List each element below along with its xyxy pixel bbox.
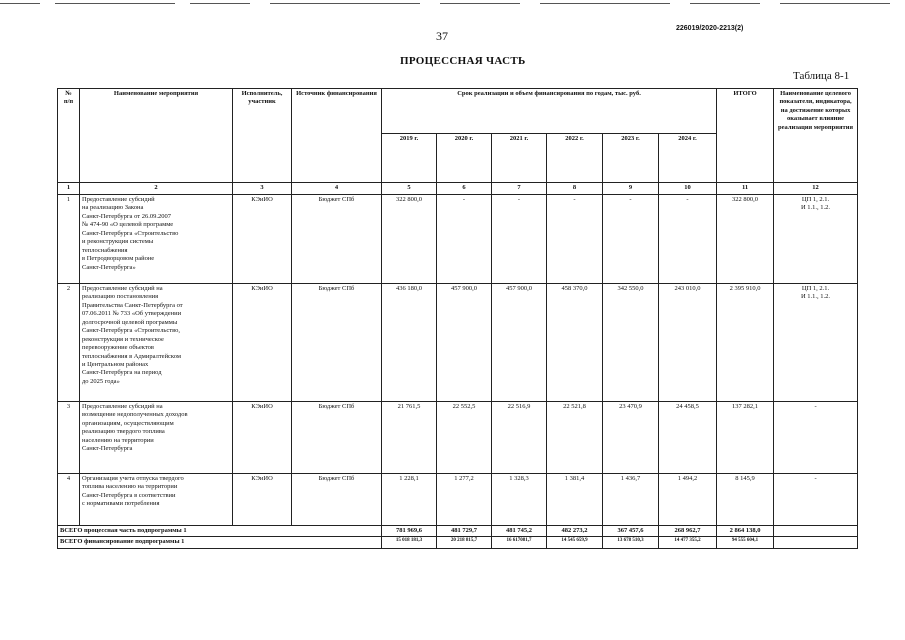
row-value: 457 900,0 bbox=[437, 284, 492, 402]
table-header-row bbox=[58, 89, 858, 134]
column-number-row bbox=[58, 183, 858, 195]
column-number: 6 bbox=[437, 183, 492, 195]
row-value: 23 470,9 bbox=[603, 402, 659, 474]
row-source: Бюджет СПб bbox=[292, 402, 382, 474]
header-year: 2024 г. bbox=[659, 134, 717, 183]
row-value: 1 494,2 bbox=[659, 474, 717, 526]
row-value: 342 550,0 bbox=[603, 284, 659, 402]
table-label: Таблица 8-1 bbox=[793, 70, 850, 82]
total-label: ВСЕГО процессная часть подпрограммы 1 bbox=[58, 526, 382, 537]
row-value: 1 381,4 bbox=[547, 474, 603, 526]
row-executor: КЭиИО bbox=[233, 284, 292, 402]
header-year: 2020 г. bbox=[437, 134, 492, 183]
total-value: 20 218 815,7 bbox=[437, 537, 492, 548]
total-value: 367 457,6 bbox=[603, 526, 659, 537]
row-name: Предоставление субсидий на возмещение недополученных доходов организациям, осуществляющим реализацию твердого топлива населению на территории Санкт-Петербурга bbox=[80, 402, 233, 474]
funding-table bbox=[57, 88, 858, 549]
row-name: Предоставление субсидий на реализацию Закона Санкт-Петербурга от 26.09.2007 № 474-90 «О целевой программе Санкт-Петербурга «Строительство и реконструкция системы теплоснабжения в Петродворцовом районе Санкт-Петербурга» bbox=[80, 195, 233, 284]
row-num: 3 bbox=[58, 402, 80, 474]
total-empty-cell bbox=[774, 537, 858, 548]
document-id: 226019/2020-2213(2) bbox=[676, 25, 744, 32]
row-name: Предоставление субсидий на реализацию постановления Правительства Санкт-Петербурга от 07.06.2011 № 733 «Об утверждении долгосрочной целевой программы Санкт-Петербурга «Строительство, реконструкция и техническое перевооружение объектов теплоснабжения в Адмиралтейском и Центральном районах Санкт-Петербурга на период до 2025 года» bbox=[80, 284, 233, 402]
total-grand: 94 555 604,1 bbox=[717, 537, 774, 548]
total-value: 481 745,2 bbox=[492, 526, 547, 537]
row-indicator: ЦП 1, 2.1. И 1.1., 1.2. bbox=[774, 195, 858, 284]
row-value: - bbox=[547, 195, 603, 284]
row-value: - bbox=[603, 195, 659, 284]
row-num: 1 bbox=[58, 195, 80, 284]
table-row bbox=[58, 284, 858, 402]
header-executor: Исполнитель, участник bbox=[233, 89, 292, 183]
total-value: 781 969,6 bbox=[382, 526, 437, 537]
total-label: ВСЕГО финансирование подпрограммы 1 bbox=[58, 537, 382, 548]
total-row-funding bbox=[58, 537, 858, 548]
row-value: 457 900,0 bbox=[492, 284, 547, 402]
column-number: 9 bbox=[603, 183, 659, 195]
row-value: 243 010,0 bbox=[659, 284, 717, 402]
header-name: Наименование мероприятия bbox=[80, 89, 233, 183]
row-value: 24 458,5 bbox=[659, 402, 717, 474]
header-year: 2021 г. bbox=[492, 134, 547, 183]
row-value: 1 228,1 bbox=[382, 474, 437, 526]
row-value: - bbox=[437, 195, 492, 284]
row-num: 2 bbox=[58, 284, 80, 402]
scan-artifact-line bbox=[0, 0, 905, 8]
row-value: 436 180,0 bbox=[382, 284, 437, 402]
row-value: 322 800,0 bbox=[382, 195, 437, 284]
row-source: Бюджет СПб bbox=[292, 284, 382, 402]
header-period: Срок реализации и объем финансирования по годам, тыс. руб. bbox=[382, 89, 717, 134]
total-empty-cell bbox=[774, 526, 858, 537]
row-source: Бюджет СПб bbox=[292, 474, 382, 526]
table-row bbox=[58, 402, 858, 474]
total-value: 14 477 355,2 bbox=[659, 537, 717, 548]
row-indicator: ЦП 1, 2.1. И 1.1., 1.2. bbox=[774, 284, 858, 402]
row-value: 22 516,9 bbox=[492, 402, 547, 474]
row-value: 22 521,8 bbox=[547, 402, 603, 474]
total-value: 268 962,7 bbox=[659, 526, 717, 537]
total-row-process bbox=[58, 526, 858, 537]
column-number: 12 bbox=[774, 183, 858, 195]
total-value: 481 729,7 bbox=[437, 526, 492, 537]
header-year: 2022 г. bbox=[547, 134, 603, 183]
column-number: 8 bbox=[547, 183, 603, 195]
row-value: 458 370,0 bbox=[547, 284, 603, 402]
column-number: 11 bbox=[717, 183, 774, 195]
row-total: 322 800,0 bbox=[717, 195, 774, 284]
header-total: ИТОГО bbox=[717, 89, 774, 183]
header-year: 2019 г. bbox=[382, 134, 437, 183]
column-number: 3 bbox=[233, 183, 292, 195]
row-name: Организация учета отпуска твердого топлива населению на территории Санкт-Петербурга в соответствии с нормативами потребления bbox=[80, 474, 233, 526]
row-num: 4 bbox=[58, 474, 80, 526]
row-value: 1 277,2 bbox=[437, 474, 492, 526]
row-source: Бюджет СПб bbox=[292, 195, 382, 284]
row-executor: КЭиИО bbox=[233, 474, 292, 526]
row-total: 137 282,1 bbox=[717, 402, 774, 474]
page-number: 37 bbox=[436, 29, 448, 43]
column-number: 1 bbox=[58, 183, 80, 195]
row-value: 22 552,5 bbox=[437, 402, 492, 474]
row-value: 1 328,3 bbox=[492, 474, 547, 526]
table-row bbox=[58, 195, 858, 284]
header-year: 2023 г. bbox=[603, 134, 659, 183]
total-value: 14 545 659,9 bbox=[547, 537, 603, 548]
total-grand: 2 864 138,0 bbox=[717, 526, 774, 537]
row-total: 8 145,9 bbox=[717, 474, 774, 526]
column-number: 7 bbox=[492, 183, 547, 195]
column-number: 4 bbox=[292, 183, 382, 195]
row-executor: КЭиИО bbox=[233, 195, 292, 284]
total-value: 16 617081,7 bbox=[492, 537, 547, 548]
row-value: 1 436,7 bbox=[603, 474, 659, 526]
row-executor: КЭиИО bbox=[233, 402, 292, 474]
header-indicator: Наименование целевого показателя, индикатора, на достижение которых оказывает влияние реализация мероприятия bbox=[774, 89, 858, 183]
total-value: 482 273,2 bbox=[547, 526, 603, 537]
row-value: - bbox=[659, 195, 717, 284]
header-num: № п/п bbox=[58, 89, 80, 183]
column-number: 10 bbox=[659, 183, 717, 195]
total-value: 13 678 510,3 bbox=[603, 537, 659, 548]
section-title: ПРОЦЕССНАЯ ЧАСТЬ bbox=[400, 55, 526, 67]
row-indicator: - bbox=[774, 474, 858, 526]
header-source: Источник финансирования bbox=[292, 89, 382, 183]
row-indicator: - bbox=[774, 402, 858, 474]
row-total: 2 395 910,0 bbox=[717, 284, 774, 402]
total-value: 15 018 181,3 bbox=[382, 537, 437, 548]
row-value: 21 761,5 bbox=[382, 402, 437, 474]
table-row bbox=[58, 474, 858, 526]
row-value: - bbox=[492, 195, 547, 284]
column-number: 2 bbox=[80, 183, 233, 195]
column-number: 5 bbox=[382, 183, 437, 195]
